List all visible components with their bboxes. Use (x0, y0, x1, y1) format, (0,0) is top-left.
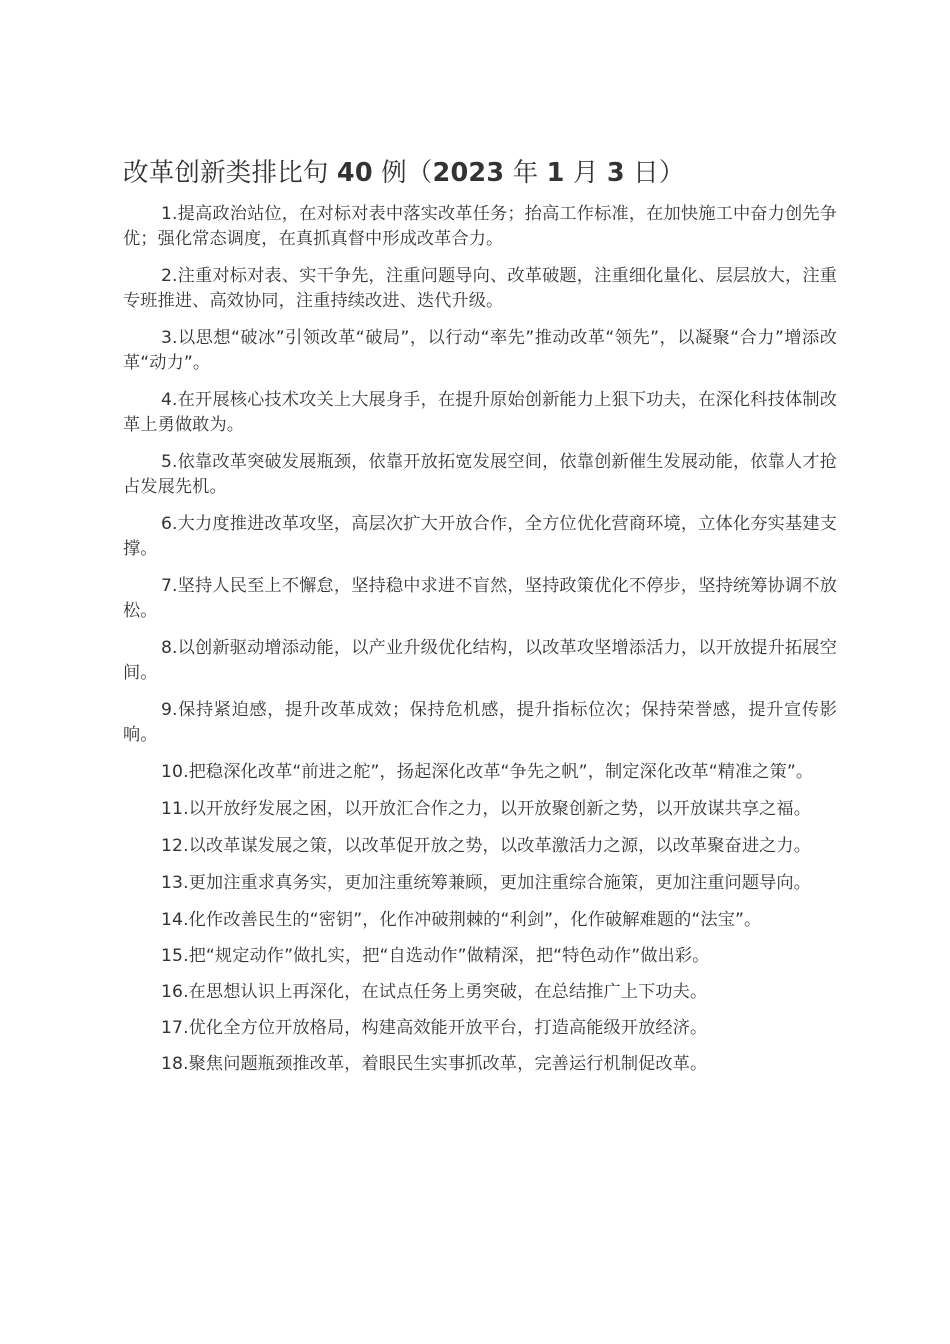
title-text: 例（ (372, 158, 433, 188)
paragraph-1: 1.提高政治站位，在对标对表中落实改革任务；抬高工作标准，在加快施工中奋力创先争优；强化常态调度，在真抓真督中形成改革合力。 (123, 204, 837, 249)
paragraph-11: 11.以开放纾发展之困，以开放汇合作之力，以开放聚创新之势，以开放谋共享之福。 (161, 799, 811, 819)
paragraph-15: 15.把“规定动作”做扎实，把“自选动作”做精深，把“特色动作”做出彩。 (161, 946, 710, 966)
title-text: 日） (624, 158, 685, 188)
title-count: 40 (336, 158, 373, 188)
title-text: 月 (564, 158, 607, 188)
paragraph-13: 13.更加注重求真务实，更加注重统筹兼顾，更加注重综合施策，更加注重问题导向。 (161, 873, 811, 893)
title-text: 年 (504, 158, 547, 188)
paragraph-4: 4.在开展核心技术攻关上大展身手，在提升原始创新能力上狠下功夫，在深化科技体制改革上勇做敢为。 (123, 390, 837, 435)
title-month: 1 (546, 158, 565, 188)
paragraph-8: 8.以创新驱动增添动能，以产业升级优化结构，以改革攻坚增添活力，以开放提升拓展空间。 (123, 638, 837, 683)
paragraph-10: 10.把稳深化改革“前进之舵”，扬起深化改革“争先之帆”，制定深化改革“精准之策”。 (161, 762, 814, 782)
paragraph-12: 12.以改革谋发展之策，以改革促开放之势，以改革激活力之源，以改革聚奋进之力。 (161, 836, 811, 856)
paragraph-18: 18.聚焦问题瓶颈推改革，着眼民生实事抓改革，完善运行机制促改革。 (161, 1054, 708, 1074)
title-text: 改革创新类排比句 (123, 158, 337, 188)
paragraph-2: 2.注重对标对表、实干争先，注重问题导向、改革破题，注重细化量化、层层放大，注重专班推进、高效协同，注重持续改进、迭代升级。 (123, 266, 837, 311)
paragraph-14: 14.化作改善民生的“密钥”，化作冲破荆棘的“利剑”，化作破解难题的“法宝”。 (161, 910, 762, 930)
document-body (123, 150, 837, 1088)
paragraph-16: 16.在思想认识上再深化，在试点任务上勇突破，在总结推广上下功夫。 (161, 982, 708, 1002)
title-year: 2023 (432, 158, 505, 188)
paragraph-5: 5.依靠改革突破发展瓶颈，依靠开放拓宽发展空间，依靠创新催生发展动能，依靠人才抢占发展先机。 (123, 452, 837, 497)
paragraph-7: 7.坚持人民至上不懈怠，坚持稳中求进不盲然，坚持政策优化不停步，坚持统筹协调不放松。 (123, 576, 837, 621)
paragraph-17: 17.优化全方位开放格局，构建高效能开放平台，打造高能级开放经济。 (161, 1018, 708, 1038)
paragraph-3: 3.以思想“破冰”引领改革“破局”，以行动“率先”推动改革“领先”，以凝聚“合力”增添改革“动力”。 (123, 328, 837, 373)
paragraph-9: 9.保持紧迫感，提升改革成效；保持危机感，提升指标位次；保持荣誉感，提升宣传影响。 (123, 700, 837, 745)
document-title (123, 150, 837, 196)
paragraph-6: 6.大力度推进改革攻坚，高层次扩大开放合作，全方位优化营商环境，立体化夯实基建支撑。 (123, 514, 837, 559)
title-day: 3 (606, 158, 625, 188)
